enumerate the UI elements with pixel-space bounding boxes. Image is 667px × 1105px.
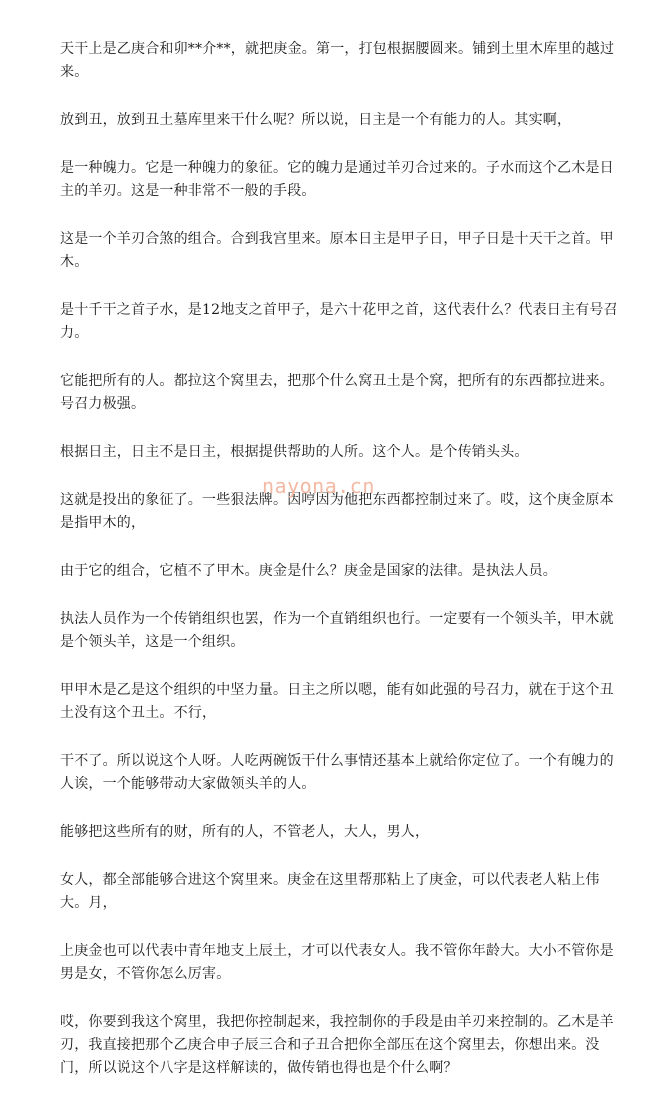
paragraph-14: 女人，都全部能够合进这个窝里来。庚金在这里帮那粘上了庚金，可以代表老人粘上伟大。月， bbox=[60, 872, 600, 911]
paragraph-10: 执法人员作为一个传销组织也罢，作为一个直销组织也行。一定要有一个领头羊，甲木就是个领头羊，这是一个组织。 bbox=[60, 611, 614, 650]
paragraph-12: 干不了。所以说这个人呀。人吃两碗饭干什么事情还基本上就给你定位了。一个有魄力的人诶，一个能够带动大家做领头羊的人。 bbox=[60, 753, 614, 792]
paragraph-7: 根据日主，日主不是日主，根据提供帮助的人所。这个人。是个传销头头。 bbox=[60, 444, 529, 460]
paragraph-2: 放到丑，放到丑土墓库里来干什么呢？所以说，日主是一个有能力的人。其实啊， bbox=[60, 112, 572, 128]
paragraph-5: 是十千干之首子水，是12地支之首甲子，是六十花甲之首，这代表什么？代表日主有号召力。 bbox=[60, 302, 618, 341]
document-body bbox=[60, 38, 620, 1105]
paragraph-6: 它能把所有的人。都拉这个窝里去，把那个什么窝丑土是个窝，把所有的东西都拉进来。号召力极强。 bbox=[60, 373, 614, 412]
paragraph-3: 是一种魄力。它是一种魄力的象征。它的魄力是通过羊刃合过来的。子水而这个乙木是日主的羊刃。这是一种非常不一般的手段。 bbox=[60, 160, 614, 199]
paragraph-13: 能够把这些所有的财，所有的人，不管老人，大人，男人， bbox=[60, 824, 430, 840]
paragraph-16: 哎，你要到我这个窝里，我把你控制起来，我控制你的手段是由羊刃来控制的。乙木是羊刃，我直接把那个乙庚合申子辰三合和子丑合把你全部压在这个窝里去，你想出来。没门，所以说这个八字是这样解读的，做传销也得也是个什么啊？ bbox=[60, 1014, 614, 1076]
paragraph-1: 天干上是乙庚合和卯**介**，就把庚金。第一，打包根据腰圆来。铺到土里木库里的越过来。 bbox=[60, 41, 615, 80]
paragraph-8: 这就是投出的象征了。一些狠法牌。因哼因为他把东西都控制过来了。哎，这个庚金原本是指甲木的， bbox=[60, 492, 614, 531]
paragraph-11: 甲甲木是乙是这个组织的中坚力量。日主之所以嗯，能有如此强的号召力，就在于这个丑土没有这个丑土。不行， bbox=[60, 682, 614, 721]
watermark: nayona.cn bbox=[262, 474, 375, 498]
paragraph-4: 这是一个羊刃合煞的组合。合到我宫里来。原本日主是甲子日，甲子日是十天干之首。甲木。 bbox=[60, 231, 614, 270]
paragraph-9: 由于它的组合，它植不了甲木。庚金是什么？庚金是国家的法律。是执法人员。 bbox=[60, 563, 557, 579]
paragraph-15: 上庚金也可以代表中青年地支上辰土，才可以代表女人。我不管你年龄大。大小不管你是男是女，不管你怎么厉害。 bbox=[60, 943, 614, 982]
